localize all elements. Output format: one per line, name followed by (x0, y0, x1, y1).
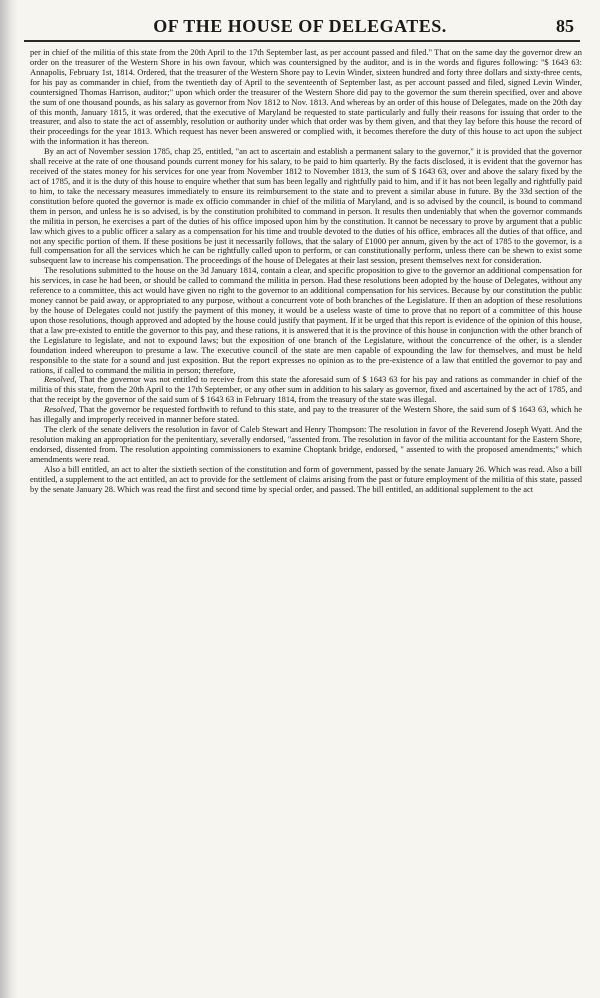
resolved-label: Resolved, (44, 374, 77, 385)
resolution-1 (30, 375, 582, 405)
resolution-1-text: That the governor was not entitled to receive from this state the aforesaid sum of $ 1643 63 for his pay and rations as commander in chief of the militia of this state, from the 20th April to the 17th September, or any other sum in addition to his salary as governor, fixed and ascertained by the act of 1785, and that the receipt by the governor of the said sum of $ 1643 63 in February 1814, from the treasury of the state was illegal. (30, 374, 582, 405)
body-text (30, 48, 582, 990)
paragraph-4: The clerk of the senate delivers the resolution in favor of Caleb Stewart and Henry Thompson: The resolution in favor of the Reverend Joseph Wyatt. And the resolution making an appropriation for the penitentiary, severally endorsed, "assented from. The resolution in favor of the militia accountant for the Eastern Shore, endorsed, dissented from. The resolution appointing commissioners to examine Choptank bridge, endorsed, " assented to with the proposed amendments;" which amendments were read. (30, 424, 582, 464)
paragraph-2: By an act of November session 1785, chap 25, entitled, "an act to ascertain and establish a permanent salary to the governor," it is provided that the governor shall receive at the rate of one thousand pounds current money for his salary, to be paid to him quarterly. By the facts disclosed, it is evident that the governor has received of the states money for his services for one year from November 1812 to November 1813, the sum of $ 1643 63, over and above the salary fixed by the act of 1785, and it is the duty of this house to enquire whether that sum has been legally and rightfully paid to him, and if it has not been legally and rightfully paid to him, to take the necessary measures immediately to ensure its reimbursement to the state and to prevent a similar abuse in future. By the 33d section of the constitution before quoted the governor is made ex officio commander in chief of the militia of Maryland, and is so advised by the council, is bound to command them in person, and unless he is so advised, is by the constitution prohibited to command in person. It results then undeniably that when the governor commands the militia in person, he exercises a part of the duties of his office imposed upon him by the constitution. It cannot be necessary to prove by argument that a public law which gives to a public officer a salary as a compensation for his time and trouble devoted to the duties of his office, embraces all the duties of that office, and not any specific portion of them. If these positions be just it necessarily follows, that the salary of £1000 per annum, given by the act of 1785 to the governor, is a full compensation for all the services which he can be rightfully called upon to perform, or can constitutionally perform, unless there can be shewn to exist some subsequent law to increase his compensation. The proceedings of the house of Delegates at their last session, present themselves next for consideration. (30, 146, 582, 266)
paragraph-3: The resolutions submitted to the house on the 3d January 1814, contain a clear, and specific proposition to give to the governor an additional compensation for his services, in case he had been, or should be called to command the militia in person. Had these resolutions been adopted by the house of Delegates, without any reference to a committee, this act would have given no right to the governor to an additional compensation for his services. Because by our constitution the public money cannot be paid away, or appropriated to any purpose, without a concurrent vote of both branches of the Legislature. If then an adoption of these resolutions by the house of Delegates could not justify the payment of this money, it would be a useless waste of time to prove that no report of a committee of this house upon those resolutions, though approved and adopted by the house could justify that payment. If it be urged that this report is evidence of the opinion of this house, that a law pre-existed to entitle the governor to this pay, and these rations, it is answered that it is the province of this house in conjunction with the other branch of the Legislature to legislate, and not to expound laws; but the exposition of one branch of the Legislature, without the concurrence of the other, is a slender foundation indeed whereupon to presume a law. The executive council of the state are men capable of expounding the law for themselves, and must be held responsible to the state for a sound and just exposition. But the report expresses no opinion as to the pre-existence of a law that entitled the governor to pay and rations, if called to command the militia in person; therefore, (30, 265, 582, 375)
resolution-2-text: That the governor be requested forthwith to refund to this state, and pay to the treasurer of the Western Shore, the said sum of $ 1643 63, which he has illegally and improperly received in manner before stated. (30, 404, 582, 425)
page-number: 85 (556, 16, 574, 36)
paragraph-1: per in chief of the militia of this state from the 20th April to the 17th September last, as per account passed and filed." That on the same day the governor drew an order on the treasurer of the Western Shore in his own favour, which was countersigned by the auditor, and is in the words and figures following: "$ 1643 63: Annapolis, February 1st, 1814. Ordered, that the treasurer of the Western Shore pay to Levin Winder, sixteen hundred and forty three dollars and sixty-three cents, for his pay as commander in chief, from the twentieth day of April to the seventeenth of September last, as per account passed and filed, signed Levin Winder, countersigned Thomas Harrison, auditor;" upon which order the treasurer of the Western Shore did pay to the governor the sum therein specified, over and above the sum of one thousand pounds, as his salary as governor from Nov 1812 to Nov. 1813. And whereas by an order of this house of Delegates, made on the 20th day of this month, January 1815, it was ordered, that the executive of Maryland be requested to state particularly and fully their reasons for issuing that order to the treasurer, and also to state the act of assembly, resolution or authority under which that order was by them given, and that they lay before this house the record of their proceedings for the year 1813. Which request has never been answered or complied with, it becomes therefore the duty of this house to act upon the subject with the information it has thereon. (30, 47, 582, 147)
resolution-2 (30, 405, 582, 425)
header-rule (24, 40, 580, 42)
resolved-label: Resolved, (44, 404, 77, 415)
running-head: OF THE HOUSE OF DELEGATES. (153, 16, 447, 36)
paragraph-5: Also a bill entitled, an act to alter the sixtieth section of the constitution and form of government, passed by the senate January 26. Which was read. Also a bill entitled, a supplement to the act entitled, an act to provide for the settlement of claims arising from the past or future employment of the militia of this state, passed by the senate January 28. Which was read the first and second time by special order, and passed. The bill entitled, an additional supplement to the act (30, 463, 582, 494)
page-binding-edge (0, 0, 18, 998)
page-header (0, 16, 600, 42)
